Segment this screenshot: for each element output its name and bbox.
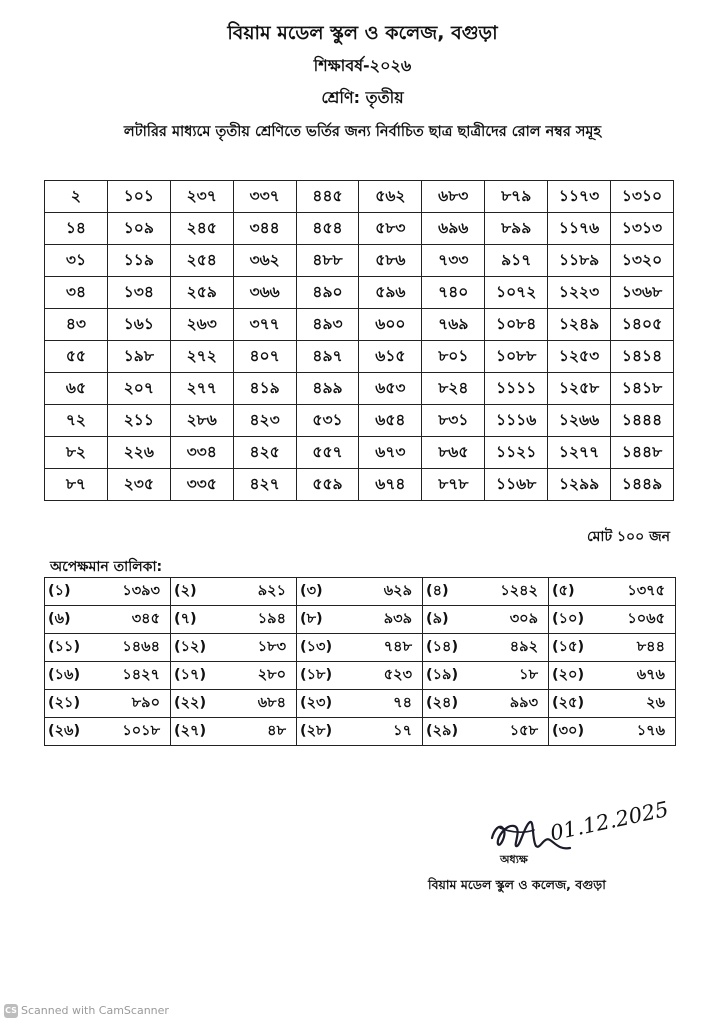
- roll-number-cell: ১১২১: [485, 437, 548, 469]
- school-name: বিয়াম মডেল স্কুল ও কলেজ, বগুড়া: [227, 22, 498, 44]
- roll-number-cell: ৬০০: [359, 309, 422, 341]
- waiting-roll-cell: ৮৯০: [95, 690, 171, 718]
- roll-number-cell: ১৯৮: [107, 341, 170, 373]
- table-row: [45, 181, 674, 213]
- waiting-roll-cell: ১০১৮: [95, 718, 171, 746]
- table-row: [45, 469, 674, 501]
- roll-number-cell: ১২৫৮: [548, 373, 611, 405]
- waiting-serial-cell: (১৭): [171, 662, 221, 690]
- roll-number-cell: ৮০১: [422, 341, 485, 373]
- document-header: [0, 18, 725, 146]
- camscanner-text: Scanned with CamScanner: [21, 1004, 169, 1017]
- selected-roll-table: [44, 180, 674, 501]
- waiting-serial-cell: (১৫): [549, 634, 599, 662]
- roll-number-cell: ১২৬৬: [548, 405, 611, 437]
- roll-number-cell: ৪২৩: [233, 405, 296, 437]
- waiting-serial-cell: (২৭): [171, 718, 221, 746]
- roll-number-cell: ৮২৪: [422, 373, 485, 405]
- roll-number-cell: ৭৪০: [422, 277, 485, 309]
- table-row: [45, 578, 676, 606]
- roll-number-cell: ২৫৯: [170, 277, 233, 309]
- roll-number-cell: ১৪৪৮: [611, 437, 674, 469]
- table-row: [45, 718, 676, 746]
- roll-number-cell: ৪৪৫: [296, 181, 359, 213]
- waiting-roll-cell: ২৮০: [221, 662, 297, 690]
- table-row: [45, 437, 674, 469]
- roll-number-cell: ১২৯৯: [548, 469, 611, 501]
- roll-number-cell: ২৩৭: [170, 181, 233, 213]
- roll-number-cell: ১৪১৮: [611, 373, 674, 405]
- table-row: [45, 634, 676, 662]
- waiting-roll-cell: ৭৪: [347, 690, 423, 718]
- waiting-roll-cell: ৭৪৮: [347, 634, 423, 662]
- waiting-roll-cell: ১৩৭৫: [599, 578, 676, 606]
- table-row: [45, 690, 676, 718]
- waiting-roll-cell: ৫২৩: [347, 662, 423, 690]
- roll-number-cell: ৩৩৫: [170, 469, 233, 501]
- roll-number-cell: ৪১৯: [233, 373, 296, 405]
- roll-number-cell: ২৩৫: [107, 469, 170, 501]
- waiting-roll-cell: ১৪২৭: [95, 662, 171, 690]
- table-row: [45, 213, 674, 245]
- roll-number-cell: ১১১১: [485, 373, 548, 405]
- roll-number-cell: ৩৩৭: [233, 181, 296, 213]
- table-row: [45, 245, 674, 277]
- roll-number-cell: ৬৫৩: [359, 373, 422, 405]
- roll-number-cell: ৪৯৩: [296, 309, 359, 341]
- waiting-roll-cell: ৪৯২: [473, 634, 549, 662]
- roll-number-cell: ৮৭৯: [485, 181, 548, 213]
- roll-number-cell: ৭২: [45, 405, 108, 437]
- roll-number-cell: ১১৯: [107, 245, 170, 277]
- waiting-serial-cell: (৯): [423, 606, 473, 634]
- roll-number-cell: ৯১৭: [485, 245, 548, 277]
- roll-number-cell: ১৩২০: [611, 245, 674, 277]
- roll-number-cell: ১৩১৩: [611, 213, 674, 245]
- waiting-serial-cell: (১২): [171, 634, 221, 662]
- roll-number-cell: ২: [45, 181, 108, 213]
- roll-number-cell: ৪৯৯: [296, 373, 359, 405]
- waiting-roll-cell: ১০৬৫: [599, 606, 676, 634]
- waiting-roll-cell: ৬৭৬: [599, 662, 676, 690]
- roll-number-cell: ৬৮৩: [422, 181, 485, 213]
- table-row: [45, 309, 674, 341]
- roll-number-cell: ৮৭: [45, 469, 108, 501]
- waiting-serial-cell: (৫): [549, 578, 599, 606]
- waiting-serial-cell: (৭): [171, 606, 221, 634]
- waiting-roll-cell: ৮৪৪: [599, 634, 676, 662]
- waiting-serial-cell: (১): [45, 578, 95, 606]
- signature-date: 01.12.2025: [548, 796, 671, 846]
- waiting-roll-cell: ১৯৪: [221, 606, 297, 634]
- roll-number-cell: ১৪৪৪: [611, 405, 674, 437]
- waiting-roll-cell: ৬৮৪: [221, 690, 297, 718]
- roll-number-cell: ৪২৭: [233, 469, 296, 501]
- waiting-serial-cell: (৪): [423, 578, 473, 606]
- roll-number-cell: ২৫৪: [170, 245, 233, 277]
- roll-number-cell: ১০৮৪: [485, 309, 548, 341]
- waiting-roll-cell: ৯৯৩: [473, 690, 549, 718]
- waiting-serial-cell: (২৮): [297, 718, 347, 746]
- roll-number-cell: ৫৬২: [359, 181, 422, 213]
- roll-number-cell: ৪৫৪: [296, 213, 359, 245]
- roll-number-cell: ৮৩১: [422, 405, 485, 437]
- roll-number-cell: ৬৭৪: [359, 469, 422, 501]
- roll-number-cell: ১২৭৭: [548, 437, 611, 469]
- roll-number-cell: ৩৬৬: [233, 277, 296, 309]
- roll-number-cell: ৮৬৫: [422, 437, 485, 469]
- waiting-list-table: [44, 577, 676, 746]
- waiting-roll-cell: ১৮: [473, 662, 549, 690]
- list-subtitle: লটারির মাধ্যমে তৃতীয় শ্রেণিতে ভর্তির জন্য নির্বাচিত ছাত্র ছাত্রীদের রোল নম্বর সমূহ: [123, 124, 602, 140]
- roll-number-cell: ২৪৫: [170, 213, 233, 245]
- academic-session: শিক্ষাবর্ষ-২০২৬: [313, 56, 412, 75]
- roll-number-cell: ৬৫৪: [359, 405, 422, 437]
- roll-number-cell: ১১৭৬: [548, 213, 611, 245]
- waiting-roll-cell: ৬২৯: [347, 578, 423, 606]
- roll-number-cell: ৩৭৭: [233, 309, 296, 341]
- table-row: [45, 373, 674, 405]
- principal-title: অধ্যক্ষ: [500, 853, 528, 866]
- roll-number-cell: ১৬১: [107, 309, 170, 341]
- roll-number-cell: ৩৪৪: [233, 213, 296, 245]
- roll-number-cell: ২৭২: [170, 341, 233, 373]
- roll-number-cell: ১৩১০: [611, 181, 674, 213]
- waiting-list-label: অপেক্ষমান তালিকা:: [50, 559, 163, 575]
- signature-school-name: বিয়াম মডেল স্কুল ও কলেজ, বগুড়া: [428, 877, 606, 892]
- roll-number-cell: ৩৩৪: [170, 437, 233, 469]
- roll-number-cell: ২৬৩: [170, 309, 233, 341]
- waiting-serial-cell: (২২): [171, 690, 221, 718]
- roll-number-cell: ৫৮৬: [359, 245, 422, 277]
- waiting-serial-cell: (২৪): [423, 690, 473, 718]
- waiting-serial-cell: (২৯): [423, 718, 473, 746]
- waiting-serial-cell: (৮): [297, 606, 347, 634]
- class-name: শ্রেণি: তৃতীয়: [321, 88, 404, 107]
- waiting-serial-cell: (৩০): [549, 718, 599, 746]
- roll-number-cell: ২৭৭: [170, 373, 233, 405]
- waiting-serial-cell: (১০): [549, 606, 599, 634]
- roll-number-cell: ১২২৩: [548, 277, 611, 309]
- roll-number-cell: ৬৫: [45, 373, 108, 405]
- roll-number-cell: ৭৬৯: [422, 309, 485, 341]
- waiting-roll-cell: ৯৩৯: [347, 606, 423, 634]
- waiting-serial-cell: (২৩): [297, 690, 347, 718]
- roll-number-cell: ১১৮৯: [548, 245, 611, 277]
- waiting-roll-cell: ১৭৬: [599, 718, 676, 746]
- waiting-roll-cell: ১৭: [347, 718, 423, 746]
- roll-number-cell: ১১৬৮: [485, 469, 548, 501]
- roll-number-cell: ৪৩: [45, 309, 108, 341]
- roll-number-cell: ৩৬২: [233, 245, 296, 277]
- waiting-roll-cell: ৩০৯: [473, 606, 549, 634]
- roll-number-cell: ৫৫৭: [296, 437, 359, 469]
- roll-number-cell: ১১১৬: [485, 405, 548, 437]
- waiting-roll-cell: ১২৪২: [473, 578, 549, 606]
- roll-number-cell: ৪০৭: [233, 341, 296, 373]
- roll-number-cell: ১০৭২: [485, 277, 548, 309]
- roll-number-cell: ১২৪৯: [548, 309, 611, 341]
- roll-number-cell: ২১১: [107, 405, 170, 437]
- waiting-serial-cell: (১৪): [423, 634, 473, 662]
- waiting-roll-cell: ১৮৩: [221, 634, 297, 662]
- table-row: [45, 341, 674, 373]
- waiting-serial-cell: (১৬): [45, 662, 95, 690]
- roll-number-cell: ২৮৬: [170, 405, 233, 437]
- table-row: [45, 277, 674, 309]
- waiting-serial-cell: (১৩): [297, 634, 347, 662]
- waiting-serial-cell: (২০): [549, 662, 599, 690]
- waiting-serial-cell: (২১): [45, 690, 95, 718]
- waiting-serial-cell: (২): [171, 578, 221, 606]
- roll-number-cell: ৪৮৮: [296, 245, 359, 277]
- roll-number-cell: ১০৯: [107, 213, 170, 245]
- waiting-roll-cell: ১৫৮: [473, 718, 549, 746]
- waiting-roll-cell: ৩৪৫: [95, 606, 171, 634]
- roll-number-cell: ৩৪: [45, 277, 108, 309]
- roll-number-cell: ১৪৪৯: [611, 469, 674, 501]
- roll-number-cell: ১৩৪: [107, 277, 170, 309]
- roll-number-cell: ৮৯৯: [485, 213, 548, 245]
- camscanner-watermark: [4, 1004, 169, 1018]
- roll-number-cell: ১৪০৫: [611, 309, 674, 341]
- waiting-serial-cell: (১১): [45, 634, 95, 662]
- roll-number-cell: ২০৭: [107, 373, 170, 405]
- roll-number-cell: ১৪: [45, 213, 108, 245]
- roll-number-cell: ৬১৫: [359, 341, 422, 373]
- roll-number-cell: ৪২৫: [233, 437, 296, 469]
- waiting-roll-cell: ১৪৬৪: [95, 634, 171, 662]
- waiting-serial-cell: (১৮): [297, 662, 347, 690]
- roll-number-cell: ৫৫৯: [296, 469, 359, 501]
- roll-number-cell: ৫৯৬: [359, 277, 422, 309]
- table-row: [45, 606, 676, 634]
- roll-number-cell: ১০৮৮: [485, 341, 548, 373]
- waiting-serial-cell: (২৫): [549, 690, 599, 718]
- roll-number-cell: ৮৭৮: [422, 469, 485, 501]
- total-count: মোট ১০০ জন: [586, 529, 670, 545]
- table-row: [45, 405, 674, 437]
- roll-number-cell: ১৪১৪: [611, 341, 674, 373]
- table-row: [45, 662, 676, 690]
- roll-number-cell: ৮২: [45, 437, 108, 469]
- waiting-roll-cell: ৪৮: [221, 718, 297, 746]
- roll-number-cell: ৭৩৩: [422, 245, 485, 277]
- roll-number-cell: ৫৩১: [296, 405, 359, 437]
- roll-number-cell: ২২৬: [107, 437, 170, 469]
- roll-number-cell: ৩১: [45, 245, 108, 277]
- roll-number-cell: ১৩৬৮: [611, 277, 674, 309]
- roll-number-cell: ১০১: [107, 181, 170, 213]
- roll-number-cell: ৫৮৩: [359, 213, 422, 245]
- waiting-serial-cell: (১৯): [423, 662, 473, 690]
- waiting-roll-cell: ১৩৯৩: [95, 578, 171, 606]
- waiting-serial-cell: (৩): [297, 578, 347, 606]
- roll-number-cell: ৪৯৭: [296, 341, 359, 373]
- waiting-serial-cell: (৬): [45, 606, 95, 634]
- camscanner-logo-icon: CS: [4, 1004, 18, 1018]
- roll-number-cell: ৪৯০: [296, 277, 359, 309]
- roll-number-cell: ৬৯৬: [422, 213, 485, 245]
- waiting-roll-cell: ৯২১: [221, 578, 297, 606]
- roll-number-cell: ১২৫৩: [548, 341, 611, 373]
- roll-number-cell: ৫৫: [45, 341, 108, 373]
- roll-number-cell: ১১৭৩: [548, 181, 611, 213]
- waiting-serial-cell: (২৬): [45, 718, 95, 746]
- waiting-roll-cell: ২৬: [599, 690, 676, 718]
- roll-number-cell: ৬৭৩: [359, 437, 422, 469]
